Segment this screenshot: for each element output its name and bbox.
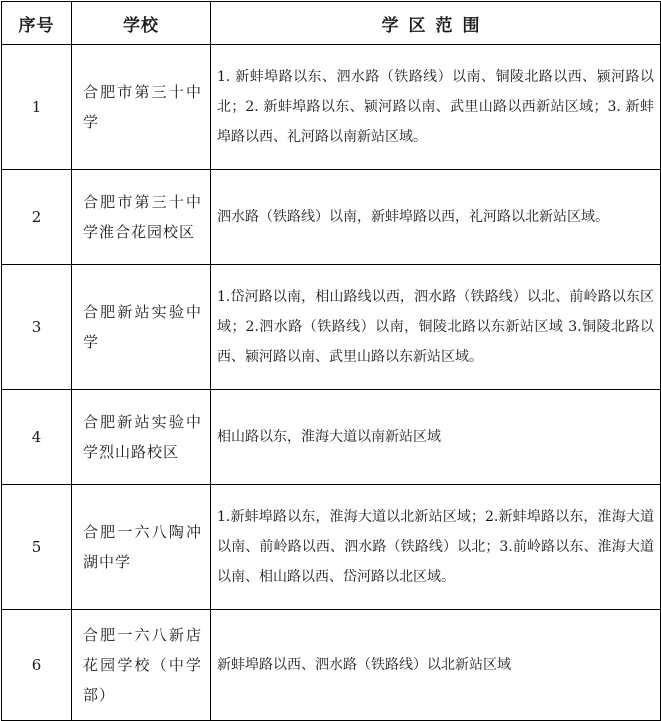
row-index: 1 [2, 45, 72, 170]
row-scope: 相山路以东，淮海大道以南新站区域 [211, 390, 661, 485]
row-index: 4 [2, 390, 72, 485]
table-header-row [2, 2, 661, 45]
table-row [2, 390, 661, 485]
row-scope: 新蚌埠路以西、泗水路（铁路线）以北新站区域 [211, 610, 661, 721]
row-school: 合肥新站实验中学烈山路校区 [72, 390, 211, 485]
header-scope: 学区范围 [211, 2, 661, 45]
row-scope: 泗水路（铁路线）以南，新蚌埠路以西，礼河路以北新站区域。 [211, 170, 661, 265]
table-row [2, 170, 661, 265]
row-school: 合肥一六八新店花园学校（中学部） [72, 610, 211, 721]
row-school: 合肥一六八陶冲湖中学 [72, 485, 211, 610]
row-scope: 1. 新蚌埠路以东、泗水路（铁路线）以南、铜陵北路以西、颍河路以北；2. 新蚌埠路以东、颍河路以南、武里山路以西新站区域；3. 新蚌埠路以西、礼河路以南新站区域。 [211, 45, 661, 170]
school-district-table [1, 1, 661, 721]
row-scope: 1.岱河路以南，相山路线以西，泗水路（铁路线）以北、前岭路以东区域；2.泗水路（铁路线）以南，铜陵北路以东新站区域 3.铜陵北路以西、颍河路以南、武里山路以东新站区域。 [211, 265, 661, 390]
header-school: 学校 [72, 2, 211, 45]
row-index: 3 [2, 265, 72, 390]
row-index: 5 [2, 485, 72, 610]
row-index: 6 [2, 610, 72, 721]
row-school: 合肥新站实验中学 [72, 265, 211, 390]
row-school: 合肥市第三十中学淮合花园校区 [72, 170, 211, 265]
header-index: 序号 [2, 2, 72, 45]
table-row [2, 485, 661, 610]
row-scope: 1.新蚌埠路以东，淮海大道以北新站区域；2.新蚌埠路以东，淮海大道以南、前岭路以西、泗水路（铁路线）以北；3.前岭路以东、淮海大道以南、相山路以西、岱河路以北区域。 [211, 485, 661, 610]
row-index: 2 [2, 170, 72, 265]
table-row [2, 45, 661, 170]
table-row [2, 265, 661, 390]
table-row [2, 610, 661, 721]
row-school: 合肥市第三十中学 [72, 45, 211, 170]
